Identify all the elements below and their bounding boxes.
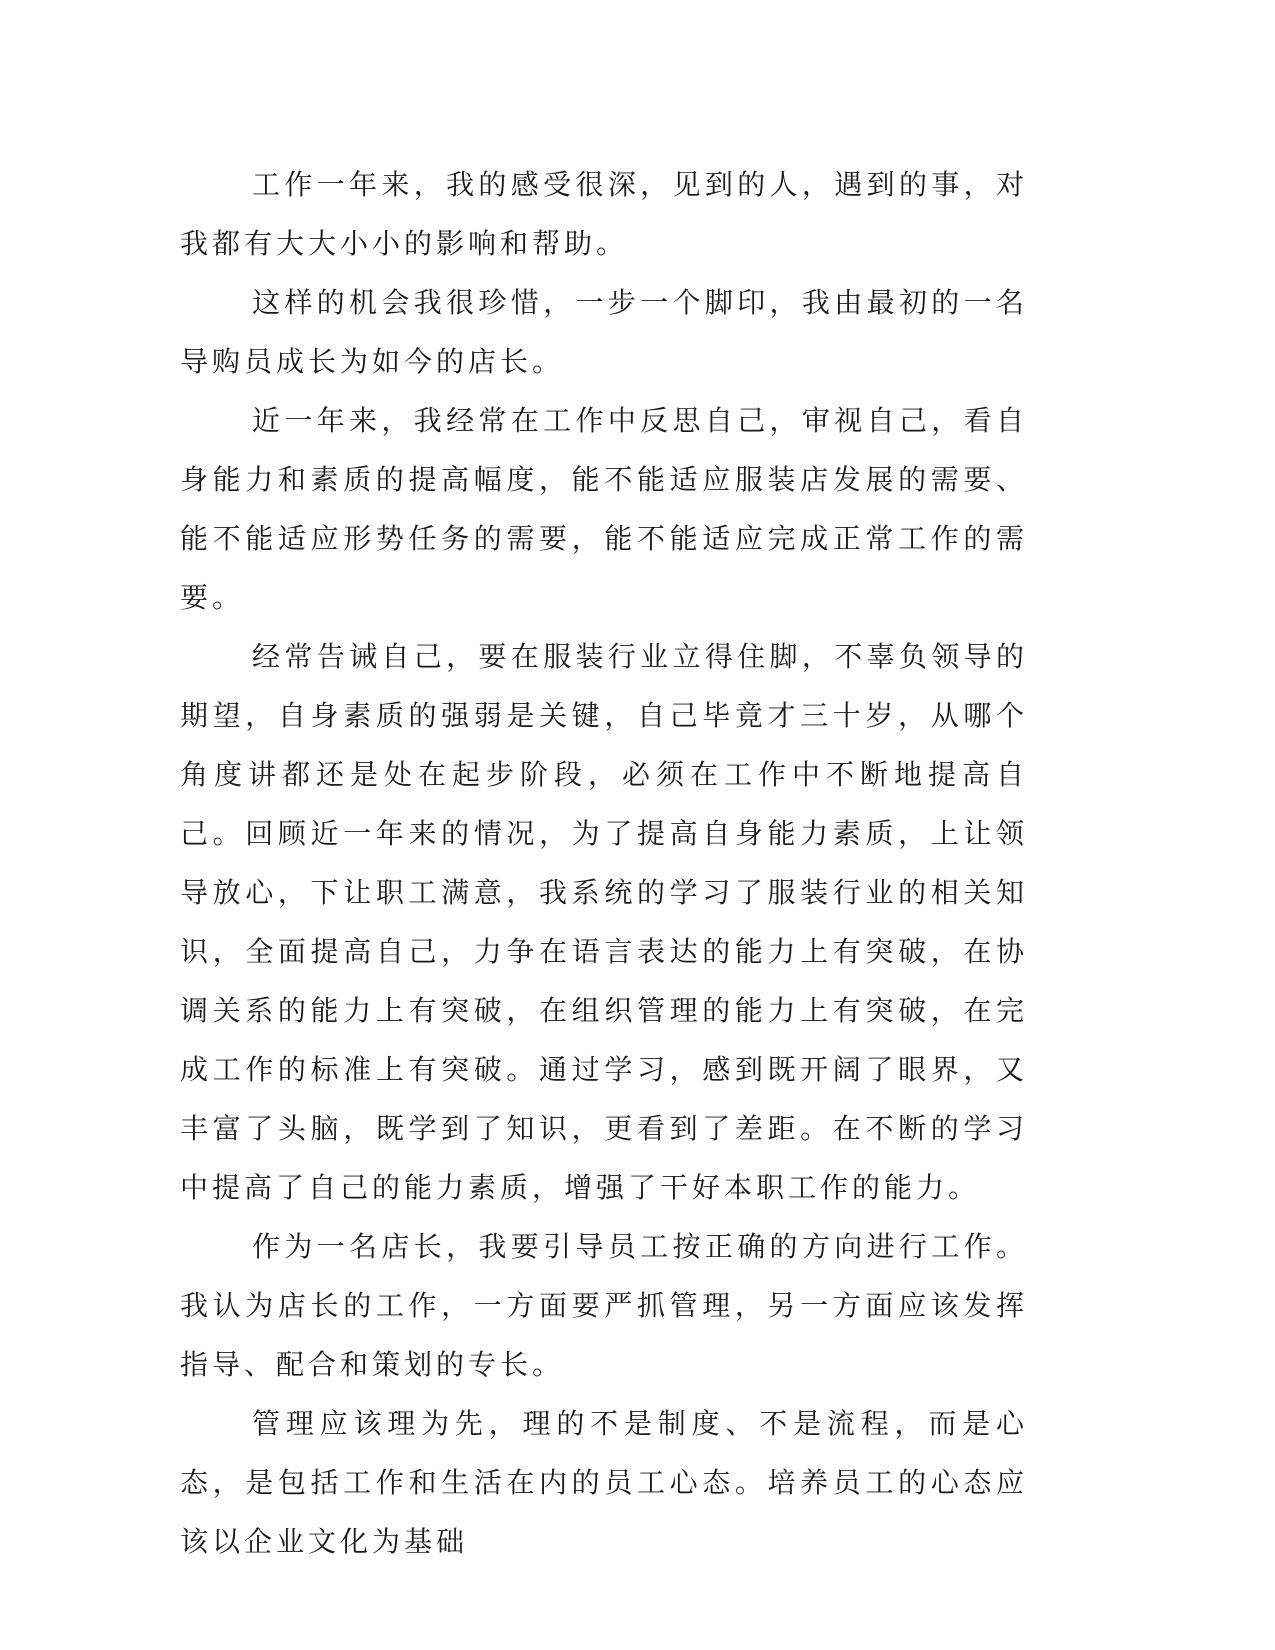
- document-body: [180, 155, 1028, 1571]
- paragraph-4: 经常告诫自己，要在服装行业立得住脚，不辜负领导的期望，自身素质的强弱是关键，自己毕竟才三十岁，从哪个角度讲都还是处在起步阶段，必须在工作中不断地提高自己。回顾近一年来的情况，为了提高自身能力素质，上让领导放心，下让职工满意，我系统的学习了服装行业的相关知识，全面提高自己，力争在语言表达的能力上有突破，在协调关系的能力上有突破，在组织管理的能力上有突破，在完成工作的标准上有突破。通过学习，感到既开阔了眼界，又丰富了头脑，既学到了知识，更看到了差距。在不断的学习中提高了自己的能力素质，增强了干好本职工作的能力。: [180, 640, 1028, 1204]
- paragraph-1: 工作一年来，我的感受很深，见到的人，遇到的事，对我都有大大小小的影响和帮助。: [180, 168, 1028, 260]
- paragraph-6: 管理应该理为先，理的不是制度、不是流程，而是心态，是包括工作和生活在内的员工心态。培养员工的心态应该以企业文化为基础: [180, 1407, 1028, 1558]
- paragraph-5: 作为一名店长，我要引导员工按正确的方向进行工作。我认为店长的工作，一方面要严抓管理，另一方面应该发挥指导、配合和策划的专长。: [180, 1230, 1028, 1381]
- paragraph-2: 这样的机会我很珍惜，一步一个脚印，我由最初的一名导购员成长为如今的店长。: [180, 286, 1028, 378]
- paragraph-3: 近一年来，我经常在工作中反思自己，审视自己，看自身能力和素质的提高幅度，能不能适应服装店发展的需要、能不能适应形势任务的需要，能不能适应完成正常工作的需要。: [180, 404, 1028, 614]
